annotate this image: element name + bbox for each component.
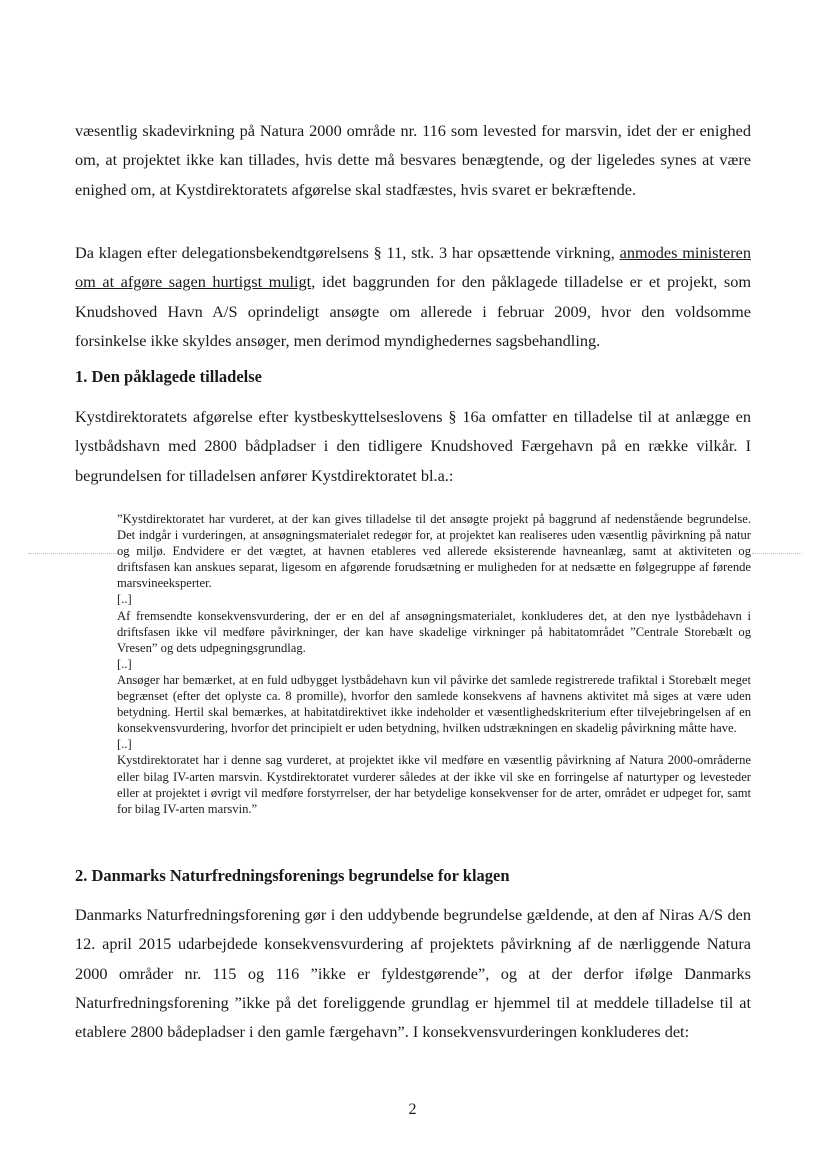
quote-ellipsis: [..] — [117, 592, 132, 607]
page-number: 2 — [408, 1101, 417, 1118]
paragraph-complaint: Danmarks Naturfredningsforening gør i den uddybende begrundelse gældende, at den af Niras A/S den 12. april 2015 udarbejdede konsekvensvurdering af projektets påvirkning af de nærliggende Natura 2000 områder nr. 115 og 116 ”ikke er fyldestgørende”, og at der derfor ifølge Danmarks Naturfredningsforening ”ikke på det foreliggende grundlag er hjemmel til at meddele tilladelse til at etablere 2800 bådepladser i den gamle færgehavn”. I konsekvensvurderingen konkluderes det: — [75, 905, 751, 1042]
quote-paragraph: ”Kystdirektoratet har vurderet, at der kan gives tilladelse til det ansøgte projekt på baggrund af nedenstående begrundelse. Det indgår i vurderingen, at ansøgningsmaterialet redegør for, at projektet kan realiseres uden væsentlig påvirkning på natur og miljø. Endvidere er det vægtet, at havnen etableres ved allerede eksisterende havneanlæg, samt at aktiviteten og driftsfasen kan anskues separat, ligesom en afgørende forudsætning er muligheden for at nedsætte en følgegruppe af førende marsvineeksperter. — [117, 512, 751, 591]
section-heading-1: 1. Den påklagede tilladelse — [75, 367, 263, 386]
paragraph-request — [75, 238, 751, 355]
quote-paragraph: Kystdirektoratet har i denne sag vurderet, at projektet ikke vil medføre en væsentlig påvirkning af Natura 2000-områderne eller bilag IV-arten marsvin. Kystdirektoratet vurderer således at der ikke vil ske en forringelse af naturtyper og levesteder eller at projektet i øvrigt vil medføre forstyrrelser, der har betydelige konsekvenser for de arter, området er udpeget for, samt for bilag IV-arten marsvin.” — [117, 753, 751, 816]
scan-artifact-line — [752, 553, 802, 554]
quote-ellipsis: [..] — [117, 656, 132, 671]
request-text: Da klagen efter delegationsbekendtgørelsens § 11, stk. 3 har opsættende virkning, — [75, 243, 620, 262]
scan-artifact-line — [28, 553, 118, 554]
paragraph-decision: Kystdirektoratets afgørelse efter kystbeskyttelseslovens § 16a omfatter en tilladelse til at anlægge en lystbådshavn med 2800 bådpladser i den tidligere Knudshoved Færgehavn på en række vilkår. I begrundelsen for tilladelsen anfører Kystdirektoratet bl.a.: — [75, 407, 751, 485]
underlined-request: anmodes ministeren om at afgøre sagen hurtigst muligt — [75, 243, 751, 292]
section-heading-2: 2. Danmarks Naturfredningsforenings begrundelse for klagen — [75, 866, 510, 885]
request-text-rest: , idet baggrunden for den påklagede tilladelse er et projekt, som Knudshoved Havn A/S oprindeligt ansøgte om allerede i februar 2009, hvor den voldsomme forsinkelse ikke skyldes ansøger, men derimod myndighedernes sagsbehandling. — [75, 272, 751, 350]
quote-paragraph: Ansøger har bemærket, at en fuld udbygget lystbådehavn kun vil påvirke det samlede registrerede trafiktal i Storebælt meget begrænset (efter det oplyste ca. 8 promille), hvorfor den samlede konsekvens af havnens aktivitet må siges at være uden betydning. Hertil skal bemærkes, at habitatdirektivet ikke indeholder et væsentlighedskriterium efter tilvejebringelsen af en konsekvensvurdering, hvorfor det principielt er uden betydning, hvilken udstrækningen en skadelig påvirkning måtte have. — [117, 672, 751, 736]
paragraph-intro: væsentlig skadevirkning på Natura 2000 område nr. 116 som levested for marsvin, idet der er enighed om, at projektet ikke kan tillades, hvis dette må besvares benægtende, og der ligeledes synes at være enighed om, at Kystdirektoratets afgørelse skal stadfæstes, hvis svaret er bekræftende. — [75, 121, 751, 199]
block-quote — [117, 511, 751, 817]
quote-ellipsis: [..] — [117, 737, 132, 752]
quote-paragraph: Af fremsendte konsekvensvurdering, der er en del af ansøgningsmaterialet, konkluderes det, at den nye lystbådehavn i driftsfasen ikke vil medføre påvirkninger, der kan have skadelige virkninger på habitatområdet ”Centrale Storebælt og Vresen” og dets udpegningsgrundlag. — [117, 608, 751, 655]
